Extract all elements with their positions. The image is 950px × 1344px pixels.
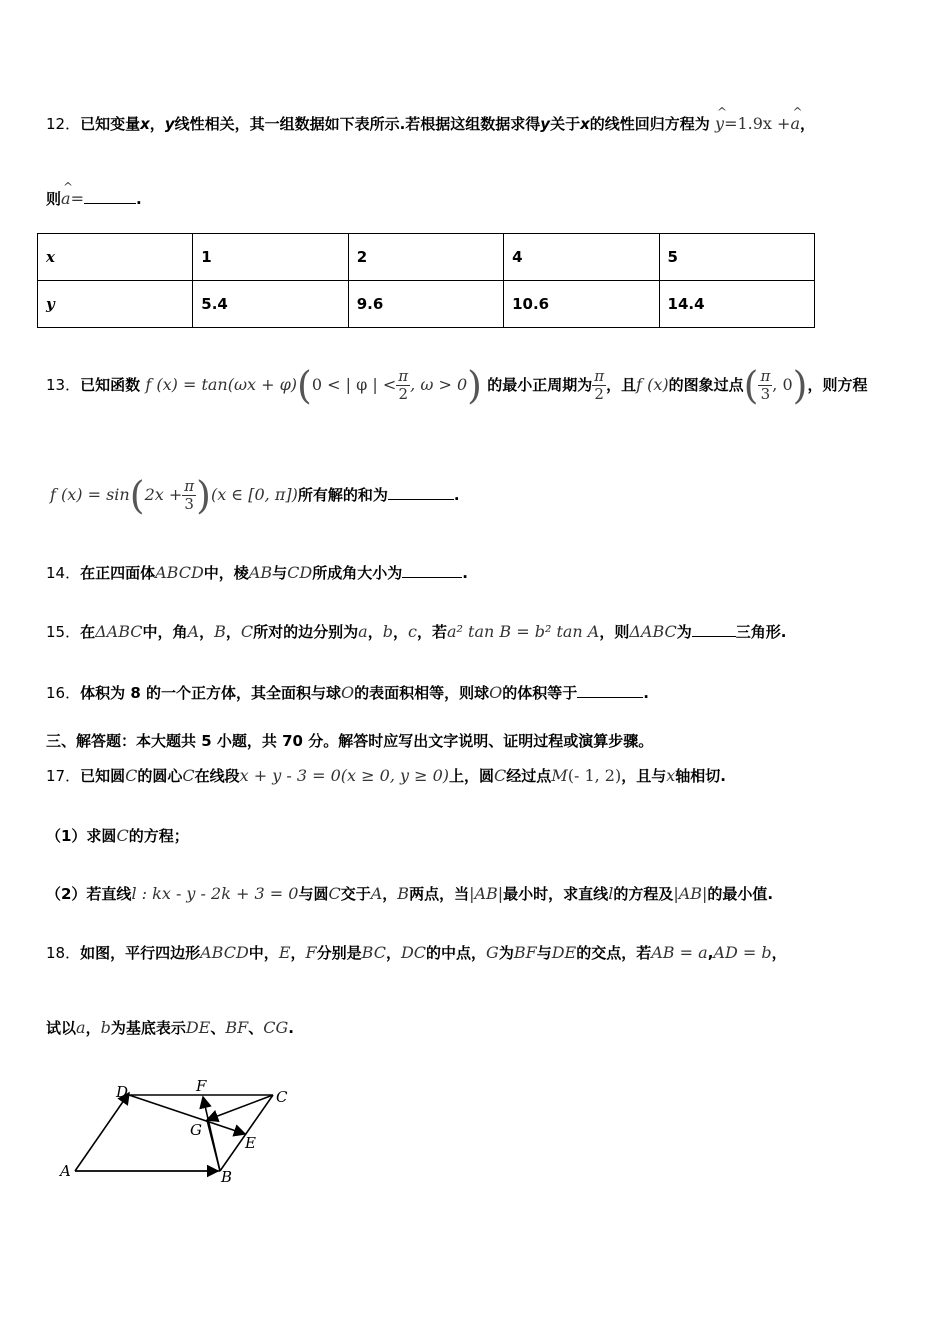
y-hat: ^ y	[715, 114, 724, 134]
math: DE	[551, 943, 577, 962]
q18-text-e: 为	[498, 944, 514, 962]
table-row	[38, 281, 815, 328]
then-text: 则	[46, 190, 62, 208]
q17-text-c: 在线段	[194, 767, 240, 785]
paren-left: (	[129, 473, 145, 518]
comma: ，	[290, 944, 306, 962]
numerator: π	[594, 367, 605, 385]
var-x: x	[140, 115, 150, 133]
equation-inner: 2x +	[144, 485, 183, 504]
answer-blank	[402, 563, 462, 578]
q15-text-e: ，则	[599, 623, 630, 641]
comma: ，	[392, 623, 408, 641]
q14-text: 在正四面体	[80, 564, 156, 582]
q14-line	[46, 563, 468, 583]
math: O	[340, 683, 355, 702]
fraction	[396, 368, 410, 403]
period: .	[462, 564, 468, 582]
q18-text-g: 的交点，若	[576, 944, 652, 962]
condition: , ω > 0	[410, 375, 468, 394]
fraction	[592, 368, 606, 403]
period: .	[453, 486, 460, 504]
sep: ，	[149, 115, 165, 133]
q14-text-d: 所成角大小为	[312, 564, 403, 582]
table-cell: 14.4	[659, 281, 814, 328]
q12-text-b: 线性相关，其一组数据如下表所示.若根据这组数据求得	[174, 115, 541, 133]
q13-text-c: ，且	[606, 376, 637, 394]
q15-text-g: 三角形.	[735, 623, 787, 641]
math: B	[397, 884, 410, 903]
q15-text-d: ，若	[416, 623, 447, 641]
q18-line2	[46, 1018, 294, 1038]
fraction	[758, 368, 772, 403]
math: A	[370, 884, 383, 903]
point-m-coord: (- 1, 2)	[567, 766, 622, 785]
label-d: D	[116, 1083, 129, 1101]
vector-de	[129, 1095, 245, 1134]
separator: 、	[210, 1019, 226, 1037]
label-f: F	[196, 1077, 207, 1095]
q17-text: 已知圆	[80, 767, 126, 785]
table-cell: 9.6	[348, 281, 503, 328]
comma: ，	[800, 115, 816, 133]
equation: AD = b	[713, 943, 772, 962]
math: C	[494, 766, 507, 785]
section-3-heading: 三、解答题：本大题共 5 小题，共 70 分。解答时应写出文字说明、证明过程或演算步骤。	[46, 732, 654, 750]
paren-left: (	[297, 363, 312, 408]
var-x: x	[580, 115, 590, 133]
comma: ，	[771, 944, 787, 962]
q15-text-b: 中，角	[142, 623, 188, 641]
vector: BF	[225, 1018, 249, 1037]
math: ABCD	[155, 563, 204, 582]
math: a	[358, 622, 368, 641]
q16-number: 16．	[46, 684, 81, 702]
q13-text-d: 的图象过点	[668, 376, 744, 394]
var-y: y	[540, 115, 551, 133]
math: O	[489, 683, 503, 702]
q12-text-c: 关于	[550, 115, 581, 133]
condition: 0 < | φ | <	[311, 375, 397, 394]
q18-text-c: 分别是	[316, 944, 362, 962]
math: BC	[361, 943, 386, 962]
paren-right: )	[467, 363, 482, 408]
var-y: y	[164, 115, 175, 133]
paren-right: )	[792, 363, 808, 408]
math: |AB|	[469, 884, 504, 903]
math: C	[182, 766, 195, 785]
denominator: 2	[398, 385, 408, 403]
q12-text-d: 的线性回归方程为	[589, 115, 710, 133]
q17-line	[46, 766, 726, 786]
part-text: 交于	[340, 885, 371, 903]
domain: (x ∈ [0, π])	[210, 485, 298, 504]
math: G	[486, 943, 499, 962]
q15-number: 15．	[46, 623, 81, 641]
math: BF	[513, 943, 537, 962]
table-cell: 5.4	[193, 281, 348, 328]
equals: =	[70, 189, 84, 208]
answer-blank	[692, 622, 736, 637]
comma: ，	[85, 1019, 101, 1037]
q15-text-f: 为	[676, 623, 692, 641]
table-cell: x	[38, 234, 193, 281]
math: l	[608, 884, 614, 903]
triangle: ΔABC	[629, 622, 677, 641]
regression-eq: =1.9x +	[724, 114, 791, 133]
q16-text-c: 的体积等于	[502, 684, 578, 702]
table-cell: 4	[504, 234, 659, 281]
table-cell: y	[38, 281, 193, 328]
q16-line	[46, 683, 649, 703]
math: CD	[287, 563, 313, 582]
label-b: B	[221, 1168, 233, 1185]
q18-number: 18．	[46, 944, 81, 962]
point-tail: , 0	[772, 375, 793, 394]
q17-part1	[46, 826, 189, 846]
separator: 、	[248, 1019, 264, 1037]
q13-text: 已知函数	[80, 376, 141, 394]
q18-text: 如图，平行四边形	[80, 944, 201, 962]
label-g: G	[190, 1121, 202, 1139]
side-bc	[220, 1095, 273, 1171]
q15-line	[46, 622, 787, 642]
denominator: 2	[594, 385, 604, 403]
q17-number: 17．	[46, 767, 81, 785]
comma: ，	[199, 623, 215, 641]
q15-text: 在	[80, 623, 96, 641]
comma: ,	[707, 944, 714, 962]
fraction	[182, 478, 196, 513]
label-a: A	[60, 1162, 71, 1180]
q13-number: 13．	[46, 376, 81, 394]
part-text: 两点，当	[409, 885, 470, 903]
part-label: （1）求圆	[46, 827, 117, 845]
q16-text-b: 的表面积相等，则球	[354, 684, 490, 702]
comma: ，	[367, 623, 383, 641]
q14-text-b: 中，棱	[203, 564, 249, 582]
q17-text-f: ，且与	[621, 767, 667, 785]
math: b	[382, 622, 393, 641]
table-row	[38, 234, 815, 281]
q12-line1	[46, 114, 815, 134]
math: C	[328, 884, 341, 903]
segment-eq: x + y - 3 = 0	[239, 766, 341, 785]
q13-text-e: ，则方程	[807, 376, 868, 394]
numerator: π	[760, 367, 771, 385]
math: B	[214, 622, 226, 641]
math: AB	[248, 563, 273, 582]
q12-text: 已知变量	[80, 115, 141, 133]
math: b	[100, 1018, 111, 1037]
data-table	[37, 233, 815, 328]
math: F	[305, 943, 317, 962]
math: A	[187, 622, 200, 641]
comma: ，	[225, 623, 241, 641]
math: E	[278, 943, 291, 962]
function-def: f (x) = tan(ωx + φ)	[145, 375, 298, 394]
denominator: 3	[184, 495, 194, 513]
math: C	[240, 622, 254, 641]
a-hat: ^ a	[790, 114, 800, 134]
segment-cond: (x ≥ 0, y ≥ 0)	[340, 766, 450, 785]
part-label: （2）若直线	[46, 885, 132, 903]
label-c: C	[276, 1088, 288, 1106]
math: C	[125, 766, 138, 785]
q13-line1	[46, 363, 868, 408]
q18-text-h: 试以	[46, 1019, 77, 1037]
math: |AB|	[673, 884, 708, 903]
q13-line2	[50, 473, 460, 518]
comma: ，	[382, 885, 398, 903]
q16-text: 体积为 8 的一个正方体，其全面积与球	[80, 684, 341, 702]
q18-text-f: 与	[536, 944, 552, 962]
q17-text-b: 的圆心	[137, 767, 183, 785]
denominator: 3	[760, 385, 771, 403]
paren-left: (	[743, 363, 759, 408]
math: ABCD	[200, 943, 249, 962]
math: x	[666, 766, 676, 785]
vector: DE	[185, 1018, 211, 1037]
q17-text-g: 轴相切.	[675, 767, 726, 785]
q14-text-c: 与	[272, 564, 288, 582]
equation: a² tan B = b² tan A	[446, 622, 600, 641]
paren-right: )	[196, 473, 211, 518]
parallelogram-figure	[55, 1075, 315, 1185]
q12-number: 12．	[46, 115, 81, 133]
a-hat: ^ a	[61, 189, 71, 209]
q18-text-i: 为基底表示	[110, 1019, 186, 1037]
numerator: π	[398, 367, 409, 385]
table-cell: 2	[348, 234, 503, 281]
q17-part2	[46, 884, 773, 904]
vector: CG	[263, 1018, 289, 1037]
answer-blank	[84, 189, 136, 204]
answer-blank	[388, 485, 454, 500]
table-cell: 5	[659, 234, 814, 281]
line-eq: l : kx - y - 2k + 3 = 0	[131, 884, 299, 903]
q14-number: 14．	[46, 564, 81, 582]
table-cell: 10.6	[504, 281, 659, 328]
part-text: 的最小值.	[707, 885, 774, 903]
q18-text-d: 的中点，	[426, 944, 487, 962]
q17-text-d: 上，圆	[449, 767, 495, 785]
math: C	[116, 826, 129, 845]
comma: ，	[385, 944, 401, 962]
answer-blank	[577, 683, 643, 698]
part-text: 的方程；	[128, 827, 189, 845]
math: c	[407, 622, 417, 641]
point-m: M	[551, 766, 568, 785]
math: DC	[400, 943, 427, 962]
q15-text-c: 所对的边分别为	[253, 623, 359, 641]
q17-text-e: 经过点	[506, 767, 552, 785]
q13-text-f: 所有解的和为	[297, 486, 388, 504]
equation: f (x) = sin	[50, 485, 130, 504]
equation: AB = a	[651, 943, 708, 962]
side-ad	[75, 1093, 129, 1171]
q18-text-b: 中，	[248, 944, 279, 962]
period: .	[288, 1019, 294, 1037]
vector-cg	[207, 1095, 273, 1120]
period: .	[643, 684, 649, 702]
label-e: E	[245, 1134, 256, 1152]
q12-line2	[46, 189, 142, 209]
period: .	[135, 190, 142, 208]
fx: f (x)	[636, 375, 669, 394]
q18-line1	[46, 943, 787, 963]
math: a	[76, 1018, 86, 1037]
q13-text-b: 的最小正周期为	[487, 376, 593, 394]
table-cell: 1	[193, 234, 348, 281]
part-text: 与圆	[298, 885, 329, 903]
segment-gb	[207, 1120, 220, 1171]
part-text: 最小时，求直线	[503, 885, 609, 903]
numerator: π	[184, 477, 195, 495]
triangle: ΔABC	[95, 622, 143, 641]
part-text: 的方程及	[613, 885, 674, 903]
